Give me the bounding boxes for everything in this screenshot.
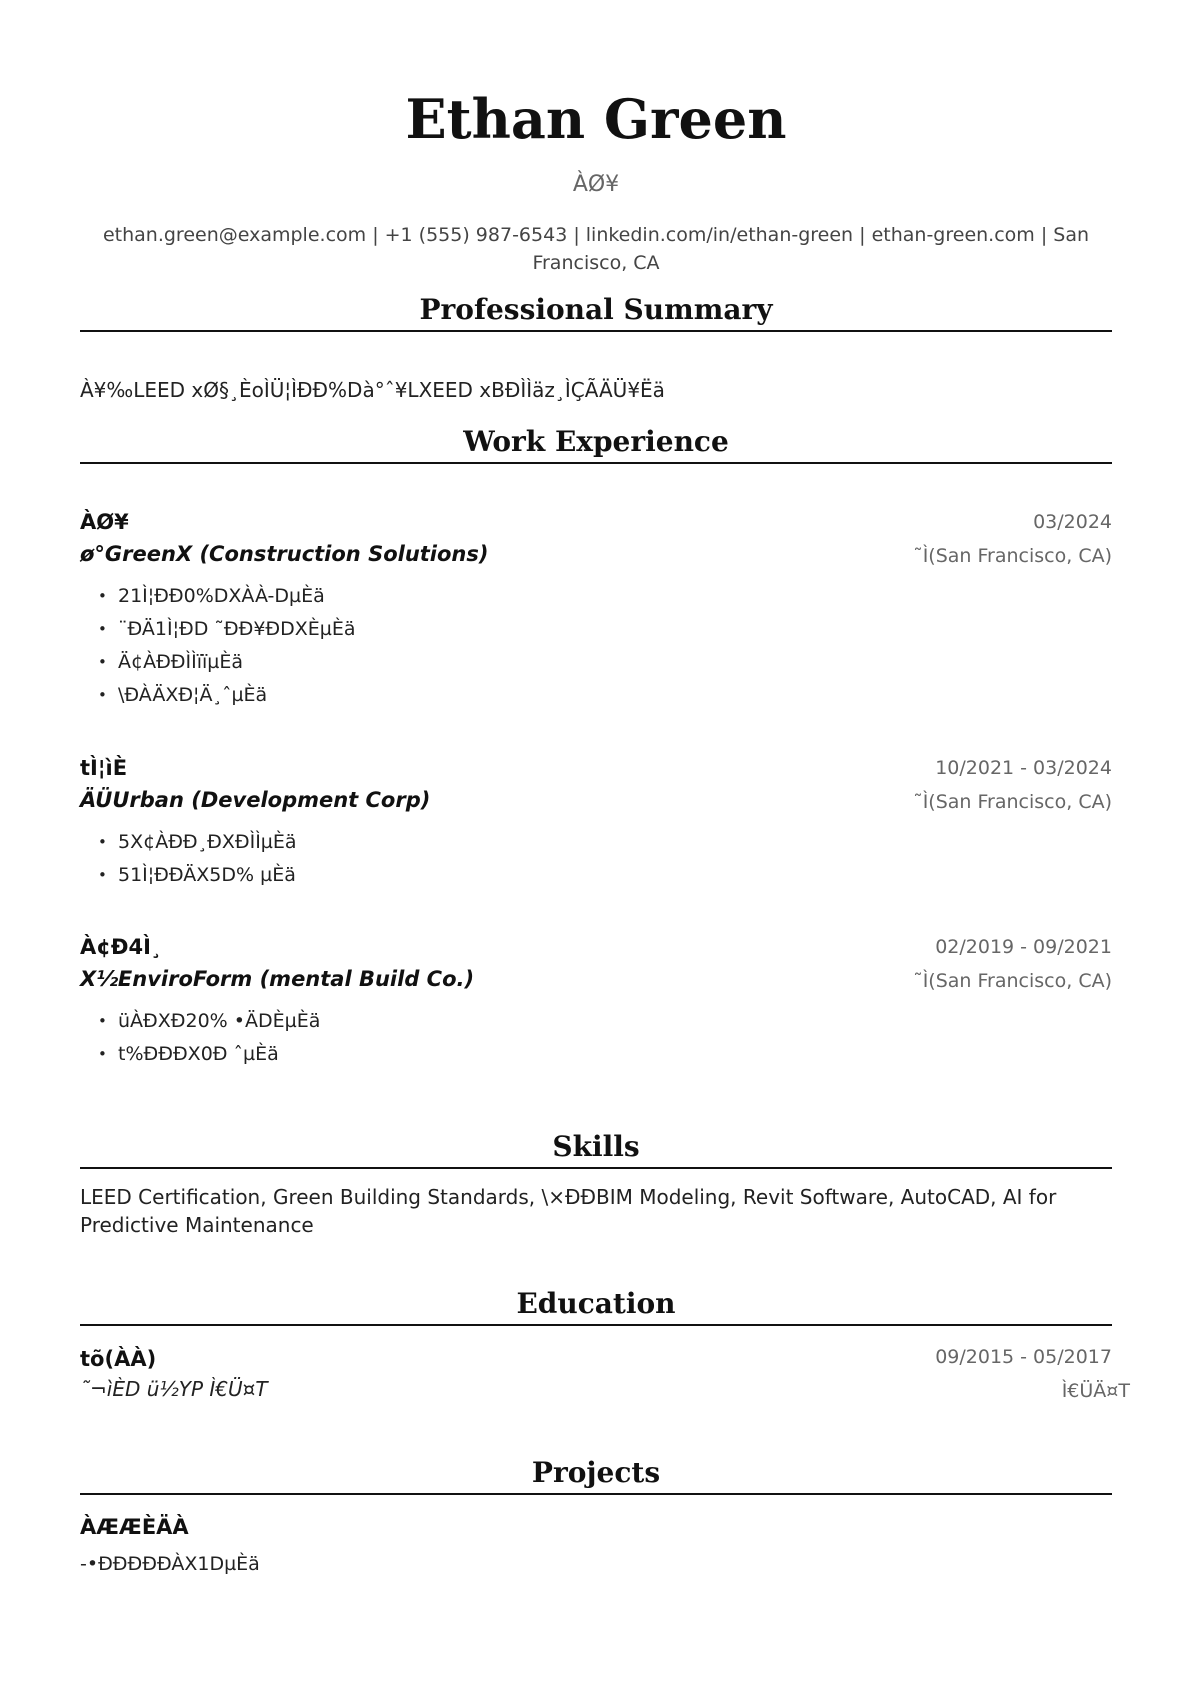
education-date: 09/2015 - 05/2017 bbox=[935, 1346, 1112, 1368]
project-description: -•ÐÐÐÐÐÀX1DµÈä bbox=[80, 1553, 260, 1575]
job-bullets bbox=[98, 1005, 320, 1071]
section-divider bbox=[80, 1493, 1112, 1495]
job-bullets bbox=[98, 826, 297, 892]
education-school: tõ(ÀÀ) bbox=[80, 1347, 157, 1371]
section-title-education: Education bbox=[516, 1287, 676, 1320]
education-location: Ì€ÜÄ¤T bbox=[1061, 1380, 1130, 1402]
list-item: • 5X¢ÀÐÐ¸ÐXÐÌÌµÈä bbox=[98, 826, 297, 859]
contact-line: ethan.green@example.com | +1 (555) 987-6543 | linkedin.com/in/ethan-green | ethan-green.com | San Francisco, CA bbox=[102, 224, 1090, 274]
section-divider bbox=[80, 1167, 1112, 1169]
list-item: • üÀÐXÐ20% •ÄDÈµÈä bbox=[98, 1005, 320, 1038]
resume-page bbox=[80, 0, 1130, 1683]
list-item: • ¨ÐÄ1Ì¦ÐD ˜ÐÐ¥ÐDXÈµÈä bbox=[98, 613, 356, 646]
job-location: ˜Ì(San Francisco, CA) bbox=[913, 970, 1112, 992]
job-title: tÌ¦ìÈ bbox=[80, 756, 128, 780]
job-company: X½EnviroForm (mental Build Co.) bbox=[80, 967, 475, 991]
section-divider bbox=[80, 330, 1112, 332]
project-title: ÀÆÆÈÄÀ bbox=[80, 1515, 189, 1539]
job-date: 10/2021 - 03/2024 bbox=[935, 757, 1112, 779]
list-item: • t%ÐÐÐX0Ð ˆµÈä bbox=[98, 1038, 320, 1071]
list-item: • \ÐÀÄXÐ¦Ä¸ˆµÈä bbox=[98, 679, 356, 712]
section-divider bbox=[80, 1324, 1112, 1326]
job-date: 03/2024 bbox=[1033, 511, 1112, 533]
section-title-skills: Skills bbox=[552, 1130, 640, 1163]
job-company: ø°GreenX (Construction Solutions) bbox=[80, 542, 489, 566]
section-divider bbox=[80, 462, 1112, 464]
candidate-tagline: ÀØ¥ bbox=[572, 172, 620, 197]
education-degree: ˜¬ìÈD ü½YP Ì€Ü¤T bbox=[80, 1377, 268, 1401]
section-title-summary: Professional Summary bbox=[419, 293, 773, 326]
job-date: 02/2019 - 09/2021 bbox=[935, 936, 1112, 958]
skills-text: LEED Certification, Green Building Standards, \×ÐÐBIM Modeling, Revit Software, AutoCAD, AI for Predictive Maintenance bbox=[80, 1185, 1057, 1237]
section-title-projects: Projects bbox=[531, 1456, 661, 1489]
summary-text: À¥‰LEED xØ§¸ÈoÌÜ¦ÌÐÐ%Dà°ˆ¥LXEED xBÐÌÌäz¸ÌÇÃÄÜ¥Ëä bbox=[80, 378, 665, 402]
job-title: ÀØ¥ bbox=[80, 510, 129, 534]
list-item: • Ä¢ÀÐÐÌÌïïµÈä bbox=[98, 646, 356, 679]
job-title: À¢Ð4Ì¸ bbox=[80, 935, 162, 959]
candidate-name: Ethan Green bbox=[405, 87, 787, 151]
list-item: • 21Ì¦ÐÐ0%DXÀÀ-DµÈä bbox=[98, 580, 356, 613]
section-title-experience: Work Experience bbox=[463, 425, 729, 458]
list-item: • 51Ì¦ÐÐÄX5D% µÈä bbox=[98, 859, 297, 892]
job-bullets bbox=[98, 580, 356, 712]
job-company: ÄÜUrban (Development Corp) bbox=[80, 788, 431, 812]
job-location: ˜Ì(San Francisco, CA) bbox=[913, 545, 1112, 567]
job-location: ˜Ì(San Francisco, CA) bbox=[913, 791, 1112, 813]
